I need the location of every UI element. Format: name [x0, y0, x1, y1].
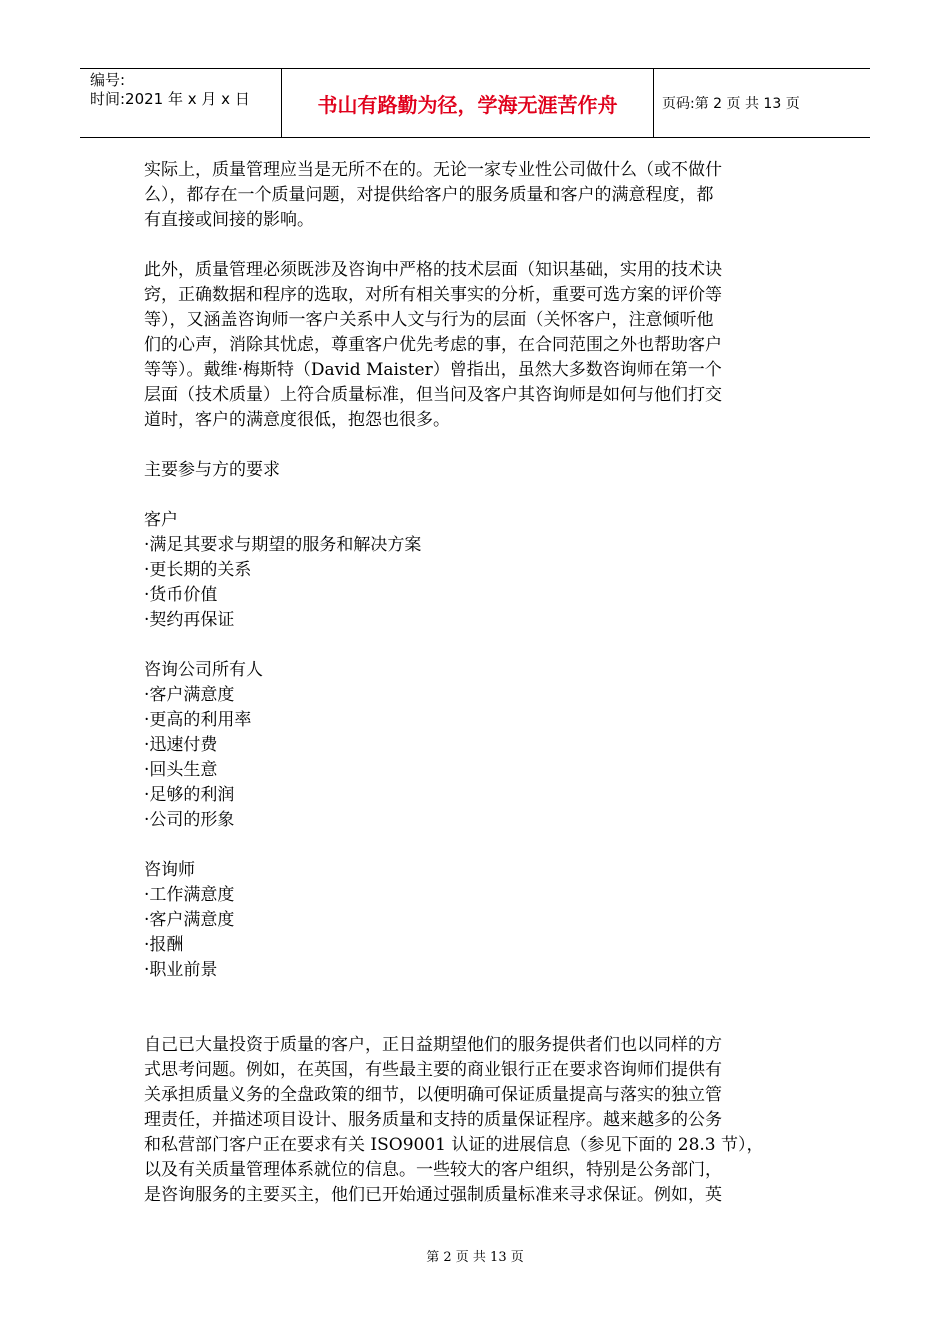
list-item: ·更长期的关系: [144, 560, 252, 580]
document-body: [144, 158, 808, 1208]
list-item: ·工作满意度: [144, 885, 235, 905]
list-item: ·满足其要求与期望的服务和解决方案: [144, 535, 422, 555]
text-line: 是咨询服务的主要买主，他们已开始通过强制质量标准来寻求保证。例如，英: [144, 1185, 722, 1205]
section-title: 主要参与方的要求: [144, 460, 280, 480]
list-item: ·迅速付费: [144, 735, 218, 755]
document-date: 时间:2021 年 x 月 x 日: [90, 90, 250, 108]
list-item: ·更高的利用率: [144, 710, 252, 730]
page-footer: 第 2 页 共 13 页: [426, 1250, 524, 1265]
document-number-label: 编号:: [90, 71, 126, 89]
paragraph-2: [144, 258, 808, 433]
text-line: 有直接或间接的影响。: [144, 210, 314, 230]
text-line: 们的心声，消除其忧虑，尊重客户优先考虑的事，在合同范围之外也帮助客户: [144, 335, 722, 355]
paragraph-1: [144, 158, 808, 233]
paragraph-3: [144, 1033, 808, 1208]
requirements-group-owners: [144, 658, 808, 833]
list-item: ·报酬: [144, 935, 184, 955]
text-line: 层面（技术质量）上符合质量标准，但当问及客户其咨询师是如何与他们打交: [144, 385, 722, 405]
header-meta: [80, 69, 282, 137]
group-title: 咨询师: [144, 860, 195, 880]
group-title: 客户: [144, 510, 178, 530]
text-line: 式思考问题。例如，在英国，有些最主要的商业银行正在要求咨询师们提供有: [144, 1060, 722, 1080]
text-line: 以及有关质量管理体系就位的信息。一些较大的客户组织，特别是公务部门，: [144, 1160, 722, 1180]
text-line: 和私营部门客户正在要求有关 ISO9001 认证的进展信息（参见下面的 28.3 节），: [144, 1135, 764, 1155]
header-page-info: 页码:第 2 页 共 13 页: [662, 96, 800, 112]
text-line: 此外，质量管理必须既涉及咨询中严格的技术层面（知识基础，实用的技术诀: [144, 260, 722, 280]
text-line: 实际上，质量管理应当是无所不在的。无论一家专业性公司做什么（或不做什: [144, 160, 722, 180]
group-title: 咨询公司所有人: [144, 660, 263, 680]
list-item: ·回头生意: [144, 760, 218, 780]
text-line: 等等）。戴维·梅斯特（David Maister）曾指出，虽然大多数咨询师在第一个: [144, 360, 722, 380]
list-item: ·足够的利润: [144, 785, 235, 805]
page-header: [80, 68, 870, 138]
text-line: 等），又涵盖咨询师一客户关系中人文与行为的层面（关怀客户，注意倾听他: [144, 310, 714, 330]
list-item: ·职业前景: [144, 960, 218, 980]
header-motto: 书山有路勤为径，学海无涯苦作舟: [282, 69, 654, 137]
text-line: 理责任，并描述项目设计、服务质量和支持的质量保证程序。越来越多的公务: [144, 1110, 722, 1130]
requirements-group-consultants: [144, 858, 808, 983]
text-line: 自己已大量投资于质量的客户，正日益期望他们的服务提供者们也以同样的方: [144, 1035, 722, 1055]
text-line: 么），都存在一个质量问题，对提供给客户的服务质量和客户的满意程度，都: [144, 185, 714, 205]
list-item: ·客户满意度: [144, 910, 235, 930]
list-item: ·公司的形象: [144, 810, 235, 830]
text-line: 道时，客户的满意度很低，抱怨也很多。: [144, 410, 450, 430]
text-line: 关承担质量义务的全盘政策的细节，以便明确可保证质量提高与落实的独立管: [144, 1085, 722, 1105]
list-item: ·货币价值: [144, 585, 218, 605]
requirements-group-clients: [144, 508, 808, 633]
list-item: ·客户满意度: [144, 685, 235, 705]
text-line: 窍，正确数据和程序的选取，对所有相关事实的分析，重要可选方案的评价等: [144, 285, 722, 305]
list-item: ·契约再保证: [144, 610, 235, 630]
